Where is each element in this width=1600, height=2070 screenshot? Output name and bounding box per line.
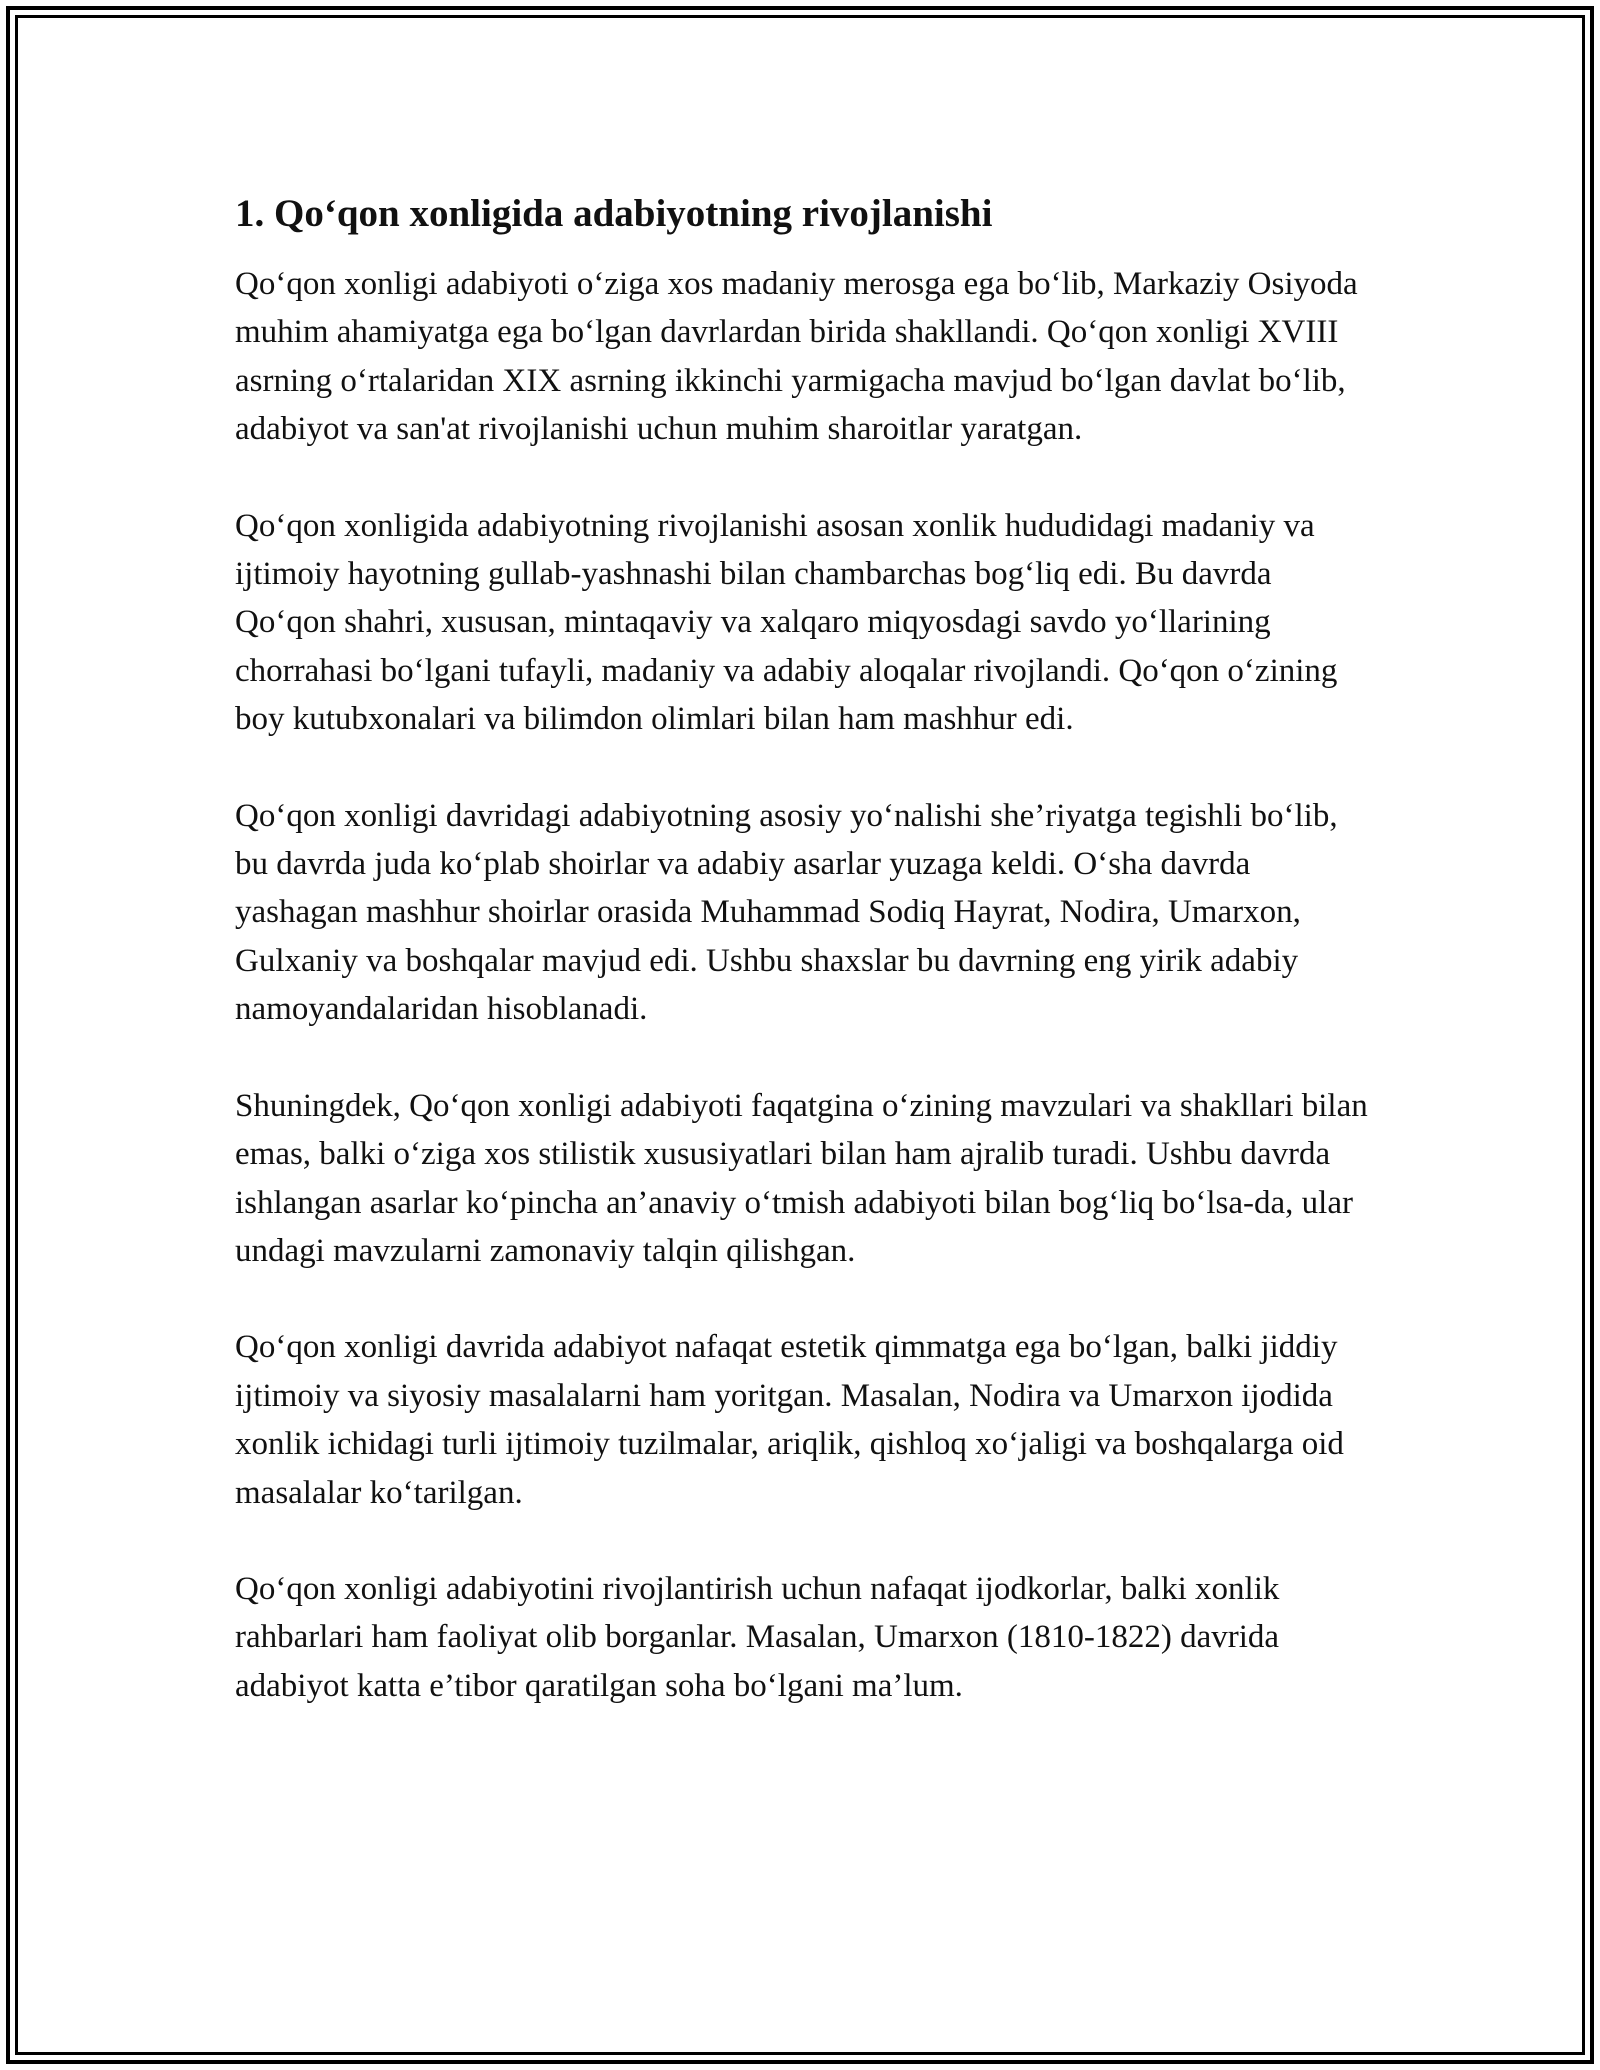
paragraph-3: Qo‘qon xonligi davridagi adabiyotning asosiy yo‘nalishi she’riyatga tegishli bo‘lib, bu davrda juda ko‘plab shoirlar va adabiy asarlar yuzaga keldi. O‘sha davrda yashagan mashhur shoirlar orasida Muhammad Sodiq Hayrat, Nodira, Umarxon, Gulxaniy va boshqalar mavjud edi. Ushbu shaxslar bu davrning eng yirik adabiy namoyandalaridan hisoblanadi. bbox=[235, 797, 1338, 1028]
document-title: 1. Qo‘qon xonligida adabiyotning rivojlanishi bbox=[235, 192, 993, 235]
document-body bbox=[235, 190, 1375, 1758]
paragraph-4: Shuningdek, Qo‘qon xonligi adabiyoti faqatgina o‘zining mavzulari va shakllari bilan emas, balki o‘ziga xos stilistik xususiyatlari bilan ham ajralib turadi. Ushbu davrda ishlangan asarlar ko‘pincha an’anaviy o‘tmish adabiyoti bilan bog‘liq bo‘lsa-da, ular undagi mavzularni zamonaviy talqin qilishgan. bbox=[235, 1087, 1368, 1269]
paragraph-2: Qo‘qon xonligida adabiyotning rivojlanishi asosan xonlik hududidagi madaniy va ijtimoiy hayotning gullab-yashnashi bilan chambarchas bog‘liq edi. Bu davrda Qo‘qon shahri, xususan, mintaqaviy va xalqaro miqyosdagi savdo yo‘llarining chorrahasi bo‘lgani tufayli, madaniy va adabiy aloqalar rivojlandi. Qo‘qon o‘zining boy kutubxonalari va bilimdon olimlari bilan ham mashhur edi. bbox=[235, 507, 1338, 738]
paragraph-6: Qo‘qon xonligi adabiyotini rivojlantirish uchun nafaqat ijodkorlar, balki xonlik rahbarlari ham faoliyat olib borganlar. Masalan, Umarxon (1810-1822) davrida adabiyot katta e’tibor qaratilgan soha bo‘lgani ma’lum. bbox=[235, 1570, 1280, 1704]
paragraph-1: Qo‘qon xonligi adabiyoti o‘ziga xos madaniy merosga ega bo‘lib, Markaziy Osiyoda muhim ahamiyatga ega bo‘lgan davrlardan birida shakllandi. Qo‘qon xonligi XVIII asrning o‘rtalaridan XIX asrning ikkinchi yarmigacha mavjud bo‘lgan davlat bo‘lib, adabiyot va san'at rivojlanishi uchun muhim sharoitlar yaratgan. bbox=[235, 266, 1358, 448]
paragraph-5: Qo‘qon xonligi davrida adabiyot nafaqat estetik qimmatga ega bo‘lgan, balki jiddiy ijtimoiy va siyosiy masalalarni ham yoritgan. Masalan, Nodira va Umarxon ijodida xonlik ichidagi turli ijtimoiy tuzilmalar, ariqlik, qishloq xo‘jaligi va boshqalarga oid masalalar ko‘tarilgan. bbox=[235, 1329, 1344, 1511]
